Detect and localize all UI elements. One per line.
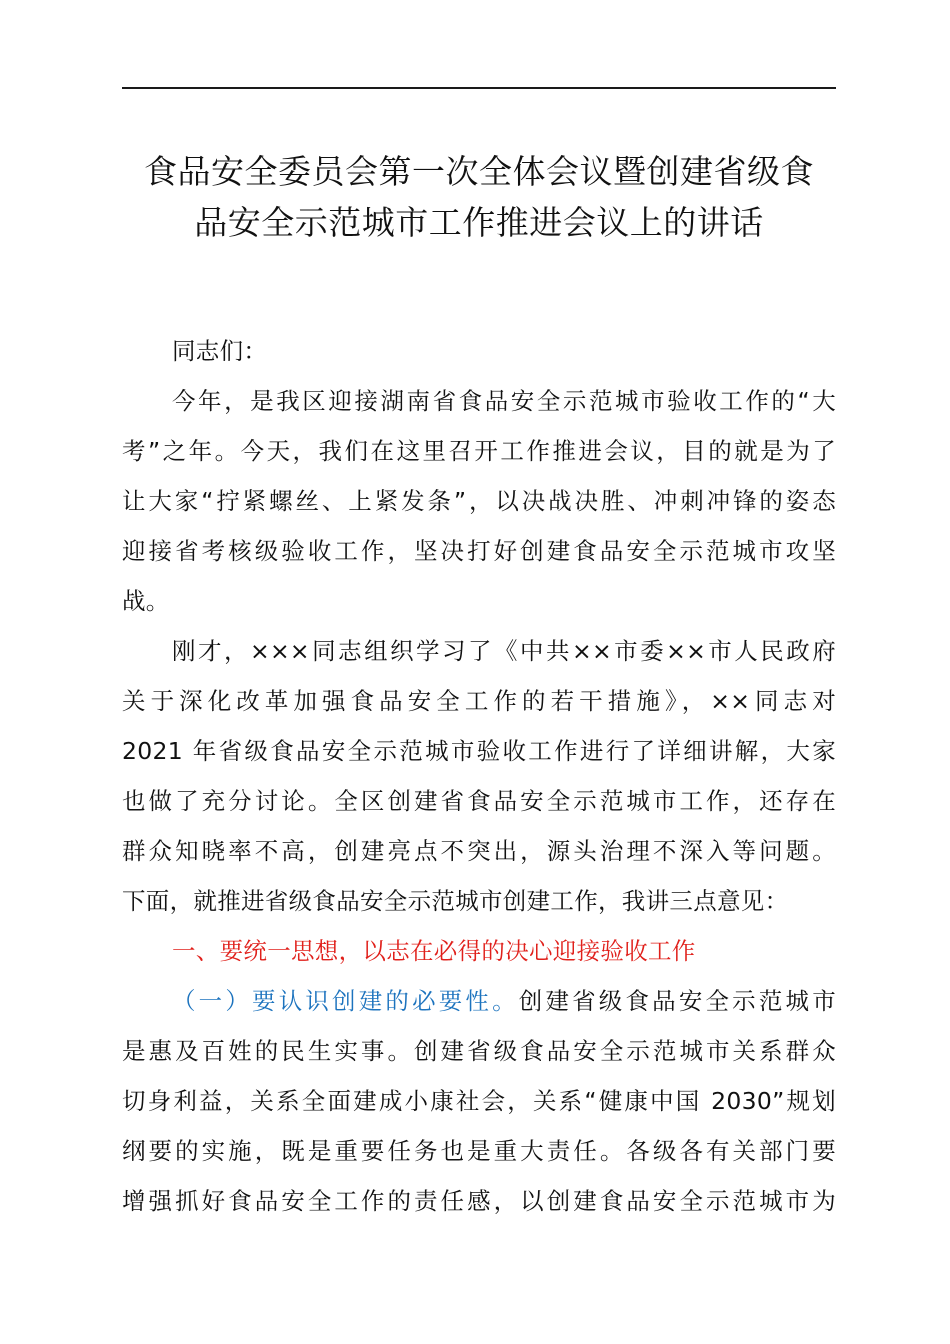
subheading-text: 创建省级食品安全示范城市 bbox=[518, 987, 836, 1015]
title-line-1: 食品安全委员会第一次全体会议暨创建省级食 bbox=[144, 152, 814, 191]
document-title bbox=[122, 146, 836, 248]
paragraph-line: 让大家“拧紧螺丝、上紧发条”，以决战决胜、冲刺冲锋的姿态 bbox=[122, 487, 836, 515]
paragraph-line: 2021 年省级食品安全示范城市验收工作进行了详细讲解，大家 bbox=[122, 737, 836, 765]
paragraph-line: 今年，是我区迎接湖南省食品安全示范城市验收工作的“大 bbox=[172, 387, 836, 415]
paragraph-line: 考”之年。今天，我们在这里召开工作推进会议，目的就是为了 bbox=[122, 437, 836, 465]
paragraph-line: 关于深化改革加强食品安全工作的若干措施》，××同志对 bbox=[122, 687, 836, 715]
paragraph-line: 切身利益，关系全面建成小康社会，关系“健康中国 2030”规划 bbox=[122, 1087, 836, 1115]
paragraph-line: 迎接省考核级验收工作，坚决打好创建食品安全示范城市攻坚 bbox=[122, 537, 836, 565]
paragraph-line: 战。 bbox=[122, 587, 170, 615]
paragraph-line: 增强抓好食品安全工作的责任感，以创建食品安全示范城市为 bbox=[122, 1187, 836, 1215]
paragraph-line bbox=[122, 976, 836, 1026]
section-heading-1: 一、要统一思想，以志在必得的决心迎接验收工作 bbox=[172, 937, 696, 965]
paragraph-line: 纲要的实施，既是重要任务也是重大责任。各级各有关部门要 bbox=[122, 1137, 836, 1165]
salutation: 同志们： bbox=[172, 337, 268, 365]
header-rule bbox=[122, 87, 836, 89]
subheading-1: （一）要认识创建的必要性。 bbox=[172, 987, 519, 1015]
document-body bbox=[122, 326, 836, 1226]
paragraph-line: 也做了充分讨论。全区创建省食品安全示范城市工作，还存在 bbox=[122, 787, 836, 815]
paragraph-line: 是惠及百姓的民生实事。创建省级食品安全示范城市关系群众 bbox=[122, 1037, 836, 1065]
title-line-2: 品安全示范城市工作推进会议上的讲话 bbox=[194, 203, 764, 242]
paragraph-line: 下面，就推进省级食品安全示范城市创建工作，我讲三点意见： bbox=[122, 887, 789, 915]
paragraph-line: 刚才，×××同志组织学习了《中共××市委××市人民政府 bbox=[172, 637, 836, 665]
paragraph-line: 群众知晓率不高，创建亮点不突出，源头治理不深入等问题。 bbox=[122, 837, 836, 865]
